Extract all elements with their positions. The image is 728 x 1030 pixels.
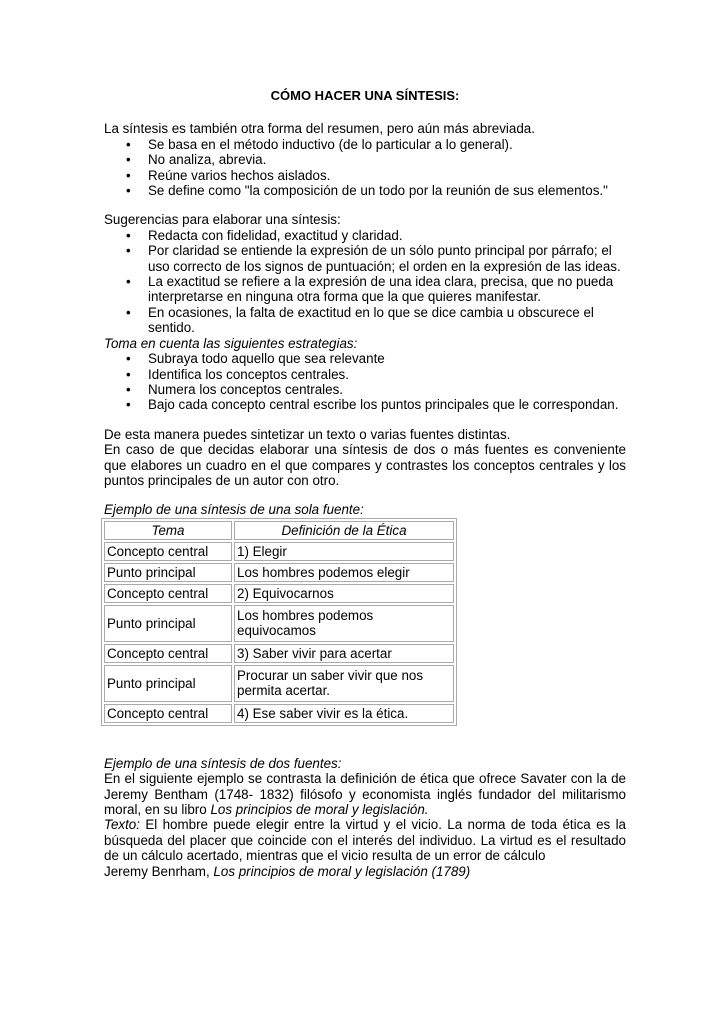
- strategies-list: [104, 351, 626, 413]
- example1-heading: Ejemplo de una síntesis de una sola fuente:: [104, 502, 364, 518]
- list-item: • Se basa en el método inductivo (de lo particular a lo general).: [104, 137, 626, 152]
- table-cell: Concepto central: [104, 704, 232, 723]
- table-row: [104, 584, 454, 603]
- table-header-cell: Tema: [104, 521, 232, 540]
- table-cell: Punto principal: [104, 563, 232, 582]
- list-item: • No analiza, abrevia.: [104, 152, 626, 167]
- table-cell: Punto principal: [104, 665, 232, 702]
- table-cell: 1) Elegir: [234, 542, 454, 561]
- table-row: [104, 665, 454, 702]
- table-row: [104, 704, 454, 723]
- table-header-cell: Definición de la Ética: [234, 521, 454, 540]
- list-item: • La exactitud se refiere a la expresión de una idea clara, precisa, que no pueda interpretarse en ninguna otra forma que la que quieres manifestar.: [104, 274, 626, 305]
- table-cell: Concepto central: [104, 584, 232, 603]
- document-page: [104, 88, 626, 879]
- table-row: [104, 644, 454, 663]
- citation: [104, 864, 626, 879]
- table-cell: Los hombres podemos elegir: [234, 563, 454, 582]
- intro-bullet-list: [104, 137, 626, 199]
- list-item: • Por claridad se entiende la expresión de un sólo punto principal por párrafo; el uso correcto de los signos de puntuación; el orden en la expresión de las ideas.: [104, 243, 626, 274]
- example2-text: En el siguiente ejemplo se contrasta la definición de ética que ofrece Savater con la de Jeremy Bentham (1748- 1832) filósofo y economista inglés fundador del militarismo moral, en su libro: [104, 771, 626, 817]
- citation-author: Jeremy Benrham,: [104, 863, 210, 879]
- table-row: [104, 605, 454, 642]
- strategies-heading: Toma en cuenta las siguientes estrategias:: [104, 335, 358, 351]
- table-cell: 4) Ese saber vivir es la ética.: [234, 704, 454, 723]
- list-item: • Numera los conceptos centrales.: [104, 382, 626, 397]
- paragraph: En caso de que decidas elaborar una síntesis de dos o más fuentes es conveniente que elabores un cuadro en el que compares y contrastes los conceptos centrales y los puntos principales de un autor con otro.: [104, 442, 626, 488]
- suggestions-heading: Sugerencias para elaborar una síntesis:: [104, 212, 341, 228]
- table-cell: Concepto central: [104, 542, 232, 561]
- example2-book-title: Los principios de moral y legislación.: [210, 801, 429, 817]
- table-cell: Procurar un saber vivir que nos permita acertar.: [234, 665, 454, 702]
- table-cell: Los hombres podemos equivocamos: [234, 605, 454, 642]
- list-item: • Identifica los conceptos centrales.: [104, 367, 626, 382]
- intro-paragraph: La síntesis es también otra forma del resumen, pero aún más abreviada.: [104, 121, 535, 137]
- table-header-row: [104, 521, 454, 540]
- list-item: • Bajo cada concepto central escribe los puntos principales que le correspondan.: [104, 397, 626, 412]
- table-row: [104, 542, 454, 561]
- example2-heading: Ejemplo de una síntesis de dos fuentes:: [104, 755, 342, 771]
- paragraph-line: De esta manera puedes sintetizar un texto o varias fuentes distintas.: [104, 426, 511, 442]
- list-item: • Subraya todo aquello que sea relevante: [104, 351, 626, 366]
- example2-paragraph: [104, 771, 626, 817]
- page-title: CÓMO HACER UNA SÍNTESIS:: [270, 88, 460, 103]
- table-row: [104, 563, 454, 582]
- synthesis-table: [101, 518, 457, 726]
- suggestions-list: [104, 228, 626, 336]
- quote-paragraph: [104, 817, 626, 863]
- list-item: • En ocasiones, la falta de exactitud en lo que se dice cambia u obscurece el sentido.: [104, 305, 626, 336]
- table-cell: 3) Saber vivir para acertar: [234, 644, 454, 663]
- table-cell: Punto principal: [104, 605, 232, 642]
- table-cell: Concepto central: [104, 644, 232, 663]
- list-item: • Redacta con fidelidad, exactitud y claridad.: [104, 228, 626, 243]
- table-cell: 2) Equivocarnos: [234, 584, 454, 603]
- list-item: • Reúne varios hechos aislados.: [104, 168, 626, 183]
- citation-title: Los principios de moral y legislación (1789): [213, 863, 471, 879]
- list-item: • Se define como "la composición de un todo por la reunión de sus elementos.": [104, 183, 626, 198]
- texto-label: Texto:: [104, 817, 140, 833]
- quote-text: El hombre puede elegir entre la virtud y el vicio. La norma de toda ética es la búsqueda del placer que coincide con el interés del individuo. La virtud es el resultado de un cálculo acertado, mientras que el vicio resulta de un error de cálculo: [104, 817, 626, 864]
